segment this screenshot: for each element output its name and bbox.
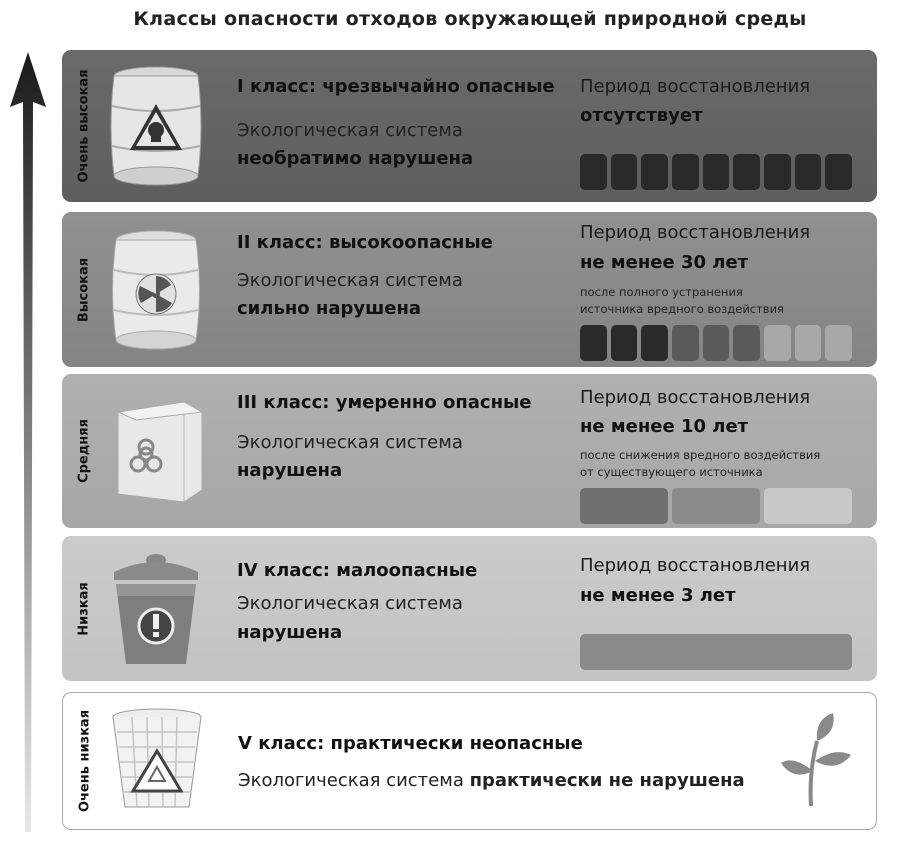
period-note (580, 284, 784, 318)
toxic-barrel-icon (106, 64, 206, 189)
class-label: II класс: высокоопасные (237, 232, 493, 253)
recovery-segment (703, 154, 730, 190)
class-label: V класс: практически неопасные (238, 733, 583, 754)
class-label: IV класс: малоопасные (237, 560, 478, 581)
hazard-class-4-panel (62, 536, 877, 681)
note-line: после снижения вредного воздействия (580, 448, 821, 462)
hazard-class-1-panel (62, 50, 877, 202)
radiation-barrel-icon (106, 228, 206, 353)
recovery-bar (580, 154, 852, 190)
level-label: Высокая (76, 257, 92, 322)
note-line: от существующего источника (580, 465, 763, 479)
recovery-segment (672, 488, 760, 524)
recovery-bar (580, 488, 852, 524)
period-value: не менее 30 лет (580, 252, 749, 273)
recovery-segment (795, 325, 822, 361)
period-value: отсутствует (580, 105, 703, 126)
eco-text: Экологическая система (237, 270, 463, 291)
level-label: Низкая (76, 581, 92, 636)
recovery-segment (580, 154, 607, 190)
period-label: Период восстановления (580, 387, 811, 408)
plant-leaves-icon (775, 711, 855, 811)
eco-state: нарушена (237, 460, 343, 481)
recovery-bar (580, 325, 852, 361)
hazard-class-5-panel (62, 692, 877, 830)
note-line: источника вредного воздействия (580, 302, 784, 316)
period-value: не менее 10 лет (580, 416, 749, 437)
hazard-class-3-panel (62, 374, 877, 528)
class-label: III класс: умеренно опасные (237, 392, 532, 413)
recovery-segment (733, 154, 760, 190)
period-label: Период восстановления (580, 555, 811, 576)
level-label: Средняя (76, 419, 92, 483)
level-label: Очень высокая (76, 69, 92, 183)
period-label: Период восстановления (580, 76, 811, 97)
recovery-segment (580, 325, 607, 361)
eco-text: Экологическая система (238, 770, 464, 791)
recovery-segment (825, 325, 852, 361)
recovery-segment (611, 325, 638, 361)
warning-bin-icon (106, 546, 206, 671)
eco-state: нарушена (237, 622, 343, 643)
note-line: после полного устранения (580, 285, 743, 299)
hazard-class-2-panel (62, 212, 877, 367)
level-label: Очень низкая (77, 709, 93, 813)
eco-state: сильно нарушена (237, 298, 422, 319)
recovery-segment (764, 325, 791, 361)
period-value: не менее 3 лет (580, 585, 736, 606)
page-title: Классы опасности отходов окружающей природной среды (133, 8, 807, 30)
recovery-segment (580, 488, 668, 524)
recycle-basket-icon (107, 707, 207, 817)
eco-text: Экологическая система (237, 593, 463, 614)
recovery-bar (580, 634, 852, 670)
recovery-segment (764, 154, 791, 190)
recovery-segment (764, 488, 852, 524)
eco-state: необратимо нарушена (237, 148, 474, 169)
recovery-segment (795, 154, 822, 190)
biohazard-container-icon (106, 394, 206, 509)
recovery-segment (611, 154, 638, 190)
recovery-segment (641, 325, 668, 361)
eco-text: Экологическая система (237, 432, 463, 453)
period-note (580, 447, 820, 481)
recovery-segment (641, 154, 668, 190)
eco-text: Экологическая система (237, 120, 463, 141)
recovery-segment (733, 325, 760, 361)
eco-line (238, 770, 745, 791)
class-label: I класс: чрезвычайно опасные (237, 76, 555, 97)
recovery-segment (672, 325, 699, 361)
recovery-segment (825, 154, 852, 190)
eco-state: практически не нарушена (469, 770, 745, 791)
recovery-segment (672, 154, 699, 190)
period-label: Период восстановления (580, 222, 811, 243)
recovery-segment (580, 634, 852, 670)
danger-scale-arrow (6, 52, 50, 832)
recovery-segment (703, 325, 730, 361)
